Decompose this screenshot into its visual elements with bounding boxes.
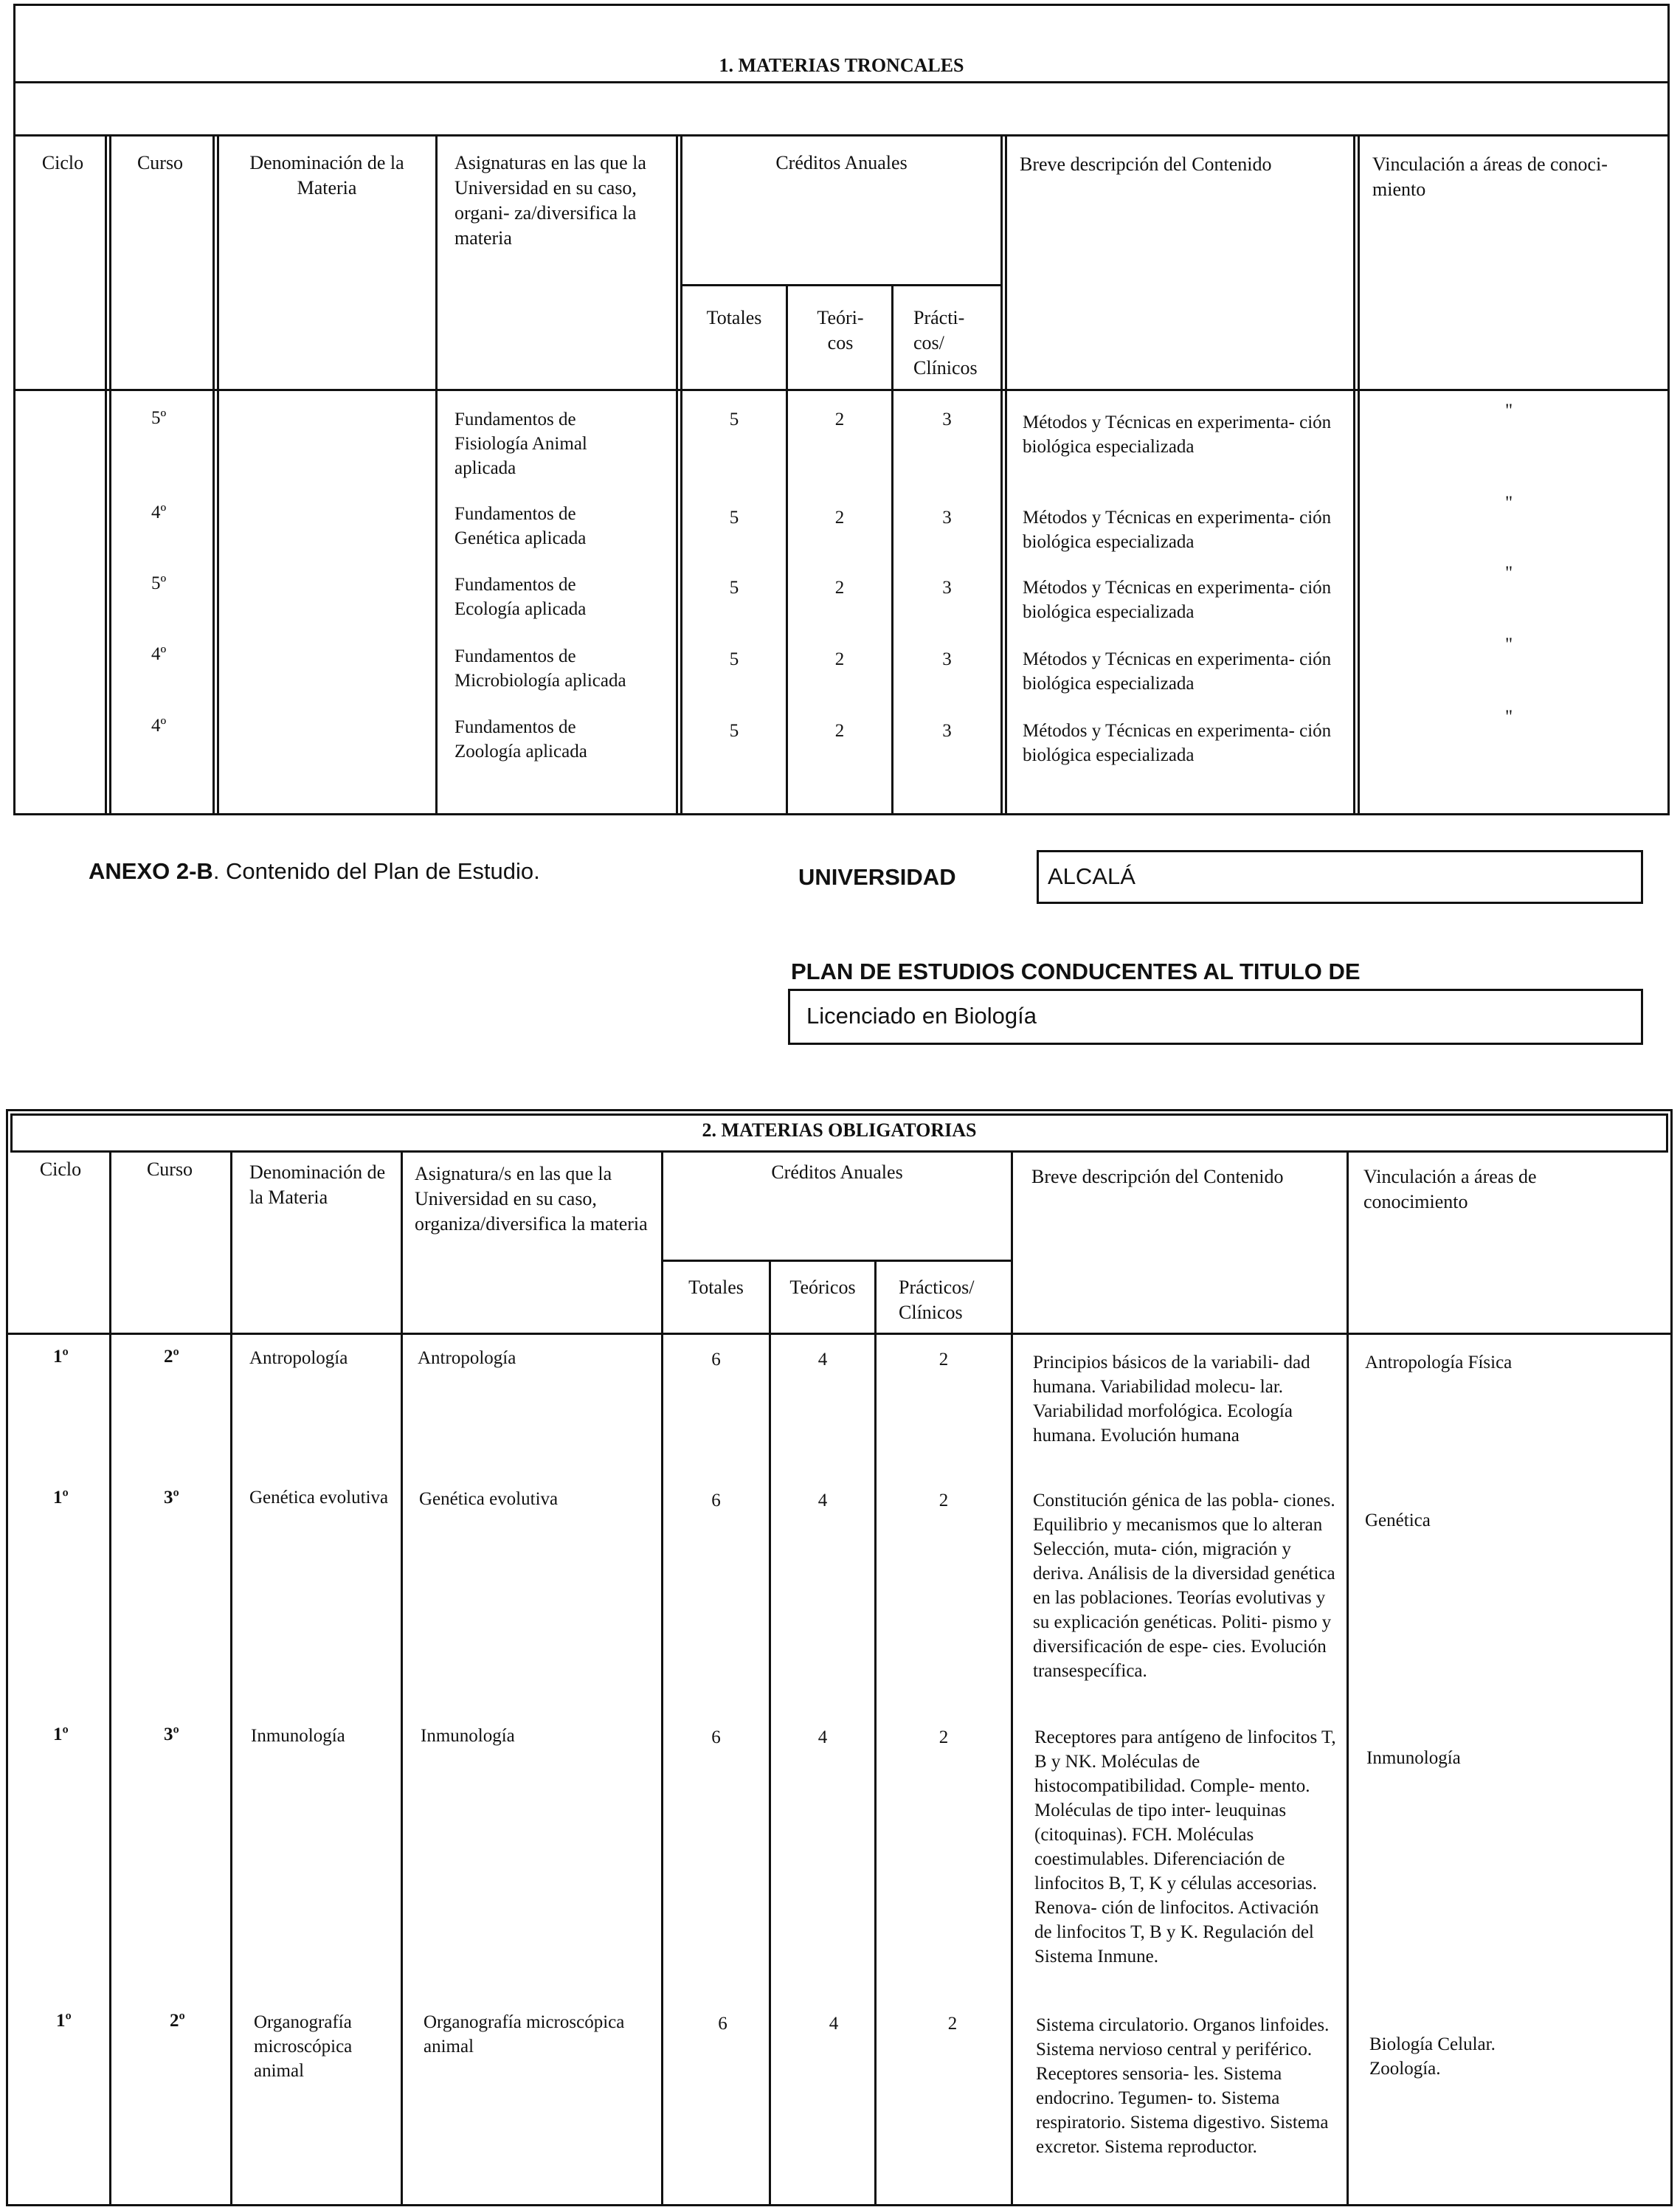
- table-row-totales: 5: [729, 410, 739, 429]
- obligatorias-header-vinculacion: Vinculación a áreas de conocimiento: [1363, 1166, 1537, 1212]
- table-row-asignatura: Inmunología: [421, 1726, 515, 1746]
- table-row-vinculacion: ": [1505, 493, 1513, 513]
- table-row-teoricos: 4: [817, 1350, 828, 1370]
- table-row-practicos: 3: [942, 508, 952, 528]
- table-row-descripcion: Métodos y Técnicas en experimenta- ción biológica especializada: [1023, 578, 1332, 622]
- table-row-totales: 5: [729, 508, 739, 528]
- table-row-teoricos: 2: [834, 578, 845, 598]
- table-row-teoricos: 2: [834, 721, 845, 741]
- obligatorias-header-teoricos: Teóricos: [789, 1277, 856, 1298]
- table-row-teoricos: 4: [817, 1491, 828, 1510]
- table-row-descripcion: Métodos y Técnicas en experimenta- ción biológica especializada: [1023, 508, 1332, 552]
- troncales-header-vinculacion: Vinculación a áreas de conoci- miento: [1372, 153, 1608, 200]
- table-row-asignatura: Fundamentos de Zoología aplicada: [454, 717, 587, 762]
- table-row-practicos: 3: [942, 578, 952, 598]
- troncales-header-teoricos: Teóri- cos: [817, 307, 864, 353]
- table-row-practicos: 2: [938, 1491, 949, 1510]
- annex-label: [89, 858, 540, 885]
- universidad-value: ALCALÁ: [1048, 863, 1135, 889]
- troncales-header-curso: Curso: [136, 152, 184, 173]
- obligatorias-header-ciclo: Ciclo: [39, 1158, 82, 1180]
- table-row-curso: 3º: [164, 1488, 179, 1508]
- troncales-title: 1. MATERIAS TRONCALES: [719, 55, 964, 76]
- table-row-practicos: 2: [938, 1350, 949, 1370]
- table-row-curso: 3º: [164, 1724, 179, 1744]
- table-row-curso: 4º: [151, 716, 167, 736]
- table-row-teoricos: 2: [834, 508, 845, 528]
- table-row-descripcion: Métodos y Técnicas en experimenta- ción biológica especializada: [1023, 412, 1332, 457]
- universidad-label: UNIVERSIDAD: [798, 864, 956, 890]
- table-row-totales: 6: [711, 1350, 721, 1370]
- table-row-curso: 2º: [164, 1347, 179, 1367]
- table-row-asignatura: Fundamentos de Microbiología aplicada: [454, 646, 626, 691]
- table-row-curso: 2º: [170, 2011, 185, 2031]
- table-row-teoricos: 4: [829, 2014, 839, 2034]
- table-row-teoricos: 2: [834, 649, 845, 669]
- table-row-totales: 5: [729, 721, 739, 741]
- table-row-curso: 4º: [151, 503, 167, 522]
- table-row-ciclo: 1º: [53, 1488, 69, 1508]
- table-row-vinculacion: ": [1505, 635, 1513, 655]
- table-row-materia: Inmunología: [251, 1726, 345, 1746]
- table-row-materia: Antropología: [249, 1348, 348, 1368]
- table-row-ciclo: 1º: [53, 1724, 69, 1744]
- obligatorias-title: 2. MATERIAS OBLIGATORIAS: [702, 1119, 977, 1141]
- troncales-header-denominacion: Denominación de la Materia: [249, 152, 404, 198]
- table-row-practicos: 3: [942, 649, 952, 669]
- table-row-asignatura: Fundamentos de Ecología aplicada: [454, 575, 587, 619]
- table-row-descripcion: Constitución génica de las pobla- ciones. Equilibrio y mecanismos que lo alteran Selección, muta- ción, migración y deriva. Análisis de la diversidad genética en las poblaciones. Teorías evolutivas y su explicación genéticas. Politi- pismo y diversificación de espe- cies. Evolución transespecífica.: [1033, 1491, 1335, 1681]
- table-row-materia: Organografía microscópica animal: [254, 2012, 353, 2081]
- titulo-value: Licenciado en Biología: [806, 1003, 1037, 1029]
- troncales-header-asignaturas: Asignaturas en las que la Universidad en su caso, organi- za/diversifica la materia: [454, 152, 646, 249]
- table-row-descripcion: Métodos y Técnicas en experimenta- ción biológica especializada: [1023, 721, 1332, 765]
- table-row-asignatura: Fundamentos de Fisiología Animal aplicada: [454, 410, 587, 478]
- table-row-materia: Genética evolutiva: [249, 1488, 389, 1508]
- table-row-vinculacion: Inmunología: [1366, 1748, 1461, 1768]
- troncales-header-descripcion: Breve descripción del Contenido: [1020, 153, 1272, 175]
- table-row-ciclo: 1º: [56, 2011, 72, 2031]
- table-row-teoricos: 4: [817, 1727, 828, 1747]
- table-row-descripcion: Principios básicos de la variabili- dad humana. Variabilidad molecu- lar. Variabilidad morfológica. Ecología humana. Evolución humana: [1033, 1353, 1310, 1446]
- table-row-teoricos: 2: [834, 410, 845, 429]
- table-row-asignatura: Antropología: [418, 1348, 516, 1368]
- table-row-totales: 6: [711, 1727, 721, 1747]
- table-row-totales: 5: [729, 649, 739, 669]
- table-row-descripcion: Métodos y Técnicas en experimenta- ción biológica especializada: [1023, 649, 1332, 694]
- annex-label-rest: . Contenido del Plan de Estudio.: [212, 858, 540, 884]
- table-row-practicos: 3: [942, 410, 952, 429]
- table-row-practicos: 2: [938, 1727, 949, 1747]
- annex-label-bold: ANEXO 2-B: [89, 858, 213, 884]
- troncales-header-creditos: Créditos Anuales: [775, 152, 908, 173]
- troncales-header-ciclo: Ciclo: [41, 152, 84, 173]
- troncales-blank-band: [13, 81, 1670, 137]
- table-row-descripcion: Sistema circulatorio. Organos linfoides. Sistema nervioso central y periférico. Receptores sensoria- les. Sistema endocrino. Tegumen- to. Sistema respiratorio. Sistema digestivo. Sistema excretor. Sistema reproductor.: [1036, 2015, 1330, 2157]
- obligatorias-header-denominacion: Denominación de la Materia: [249, 1161, 386, 1208]
- obligatorias-header-descripcion: Breve descripción del Contenido: [1031, 1166, 1284, 1187]
- table-row-ciclo: 1º: [53, 1347, 69, 1367]
- obligatorias-header-curso: Curso: [146, 1158, 193, 1180]
- table-row-curso: 5º: [151, 573, 167, 593]
- table-row-descripcion: Receptores para antígeno de linfocitos T, B y NK. Moléculas de histocompatibilidad. Comple- mento. Moléculas de tipo inter- leuquinas (citoquinas). FCH. Moléculas coestimulables. Diferenciación de linfocitos B, T, K y células accesorias. Renova- ción de linfocitos. Activación de linfocitos T, B y K. Regulación del Sistema Inmune.: [1034, 1727, 1336, 1966]
- plan-label: PLAN DE ESTUDIOS CONDUCENTES AL TITULO DE: [791, 959, 1361, 984]
- troncales-header-totales: Totales: [706, 307, 762, 328]
- table-row-totales: 6: [718, 2014, 727, 2034]
- table-row-curso: 4º: [151, 644, 167, 664]
- table-row-asignatura: Fundamentos de Genética aplicada: [454, 504, 587, 548]
- troncales-body-frame: [13, 389, 1670, 815]
- table-row-totales: 6: [711, 1491, 721, 1510]
- table-row-asignatura: Genética evolutiva: [419, 1489, 559, 1509]
- obligatorias-header-creditos: Créditos Anuales: [771, 1161, 903, 1183]
- obligatorias-header-practicos: Prácticos/ Clínicos: [899, 1277, 975, 1323]
- table-row-vinculacion: Genética: [1365, 1510, 1431, 1530]
- table-row-vinculacion: ": [1505, 563, 1513, 583]
- table-row-vinculacion: Biología Celular. Zoología.: [1369, 2034, 1496, 2079]
- obligatorias-header-asignaturas: Asignatura/s en las que la Universidad en su caso, organiza/diversifica la materia: [415, 1163, 648, 1235]
- table-row-totales: 5: [729, 578, 739, 598]
- table-row-vinculacion: ": [1505, 707, 1513, 727]
- obligatorias-header-totales: Totales: [688, 1277, 744, 1298]
- troncales-header-practicos: Prácti- cos/ Clínicos: [913, 307, 978, 379]
- table-row-practicos: 2: [947, 2014, 958, 2034]
- table-row-practicos: 3: [942, 721, 952, 741]
- table-row-vinculacion: Antropología Física: [1365, 1353, 1513, 1372]
- table-row-asignatura: Organografía microscópica animal: [424, 2012, 625, 2057]
- table-row-vinculacion: ": [1505, 401, 1513, 421]
- table-row-curso: 5º: [151, 408, 167, 428]
